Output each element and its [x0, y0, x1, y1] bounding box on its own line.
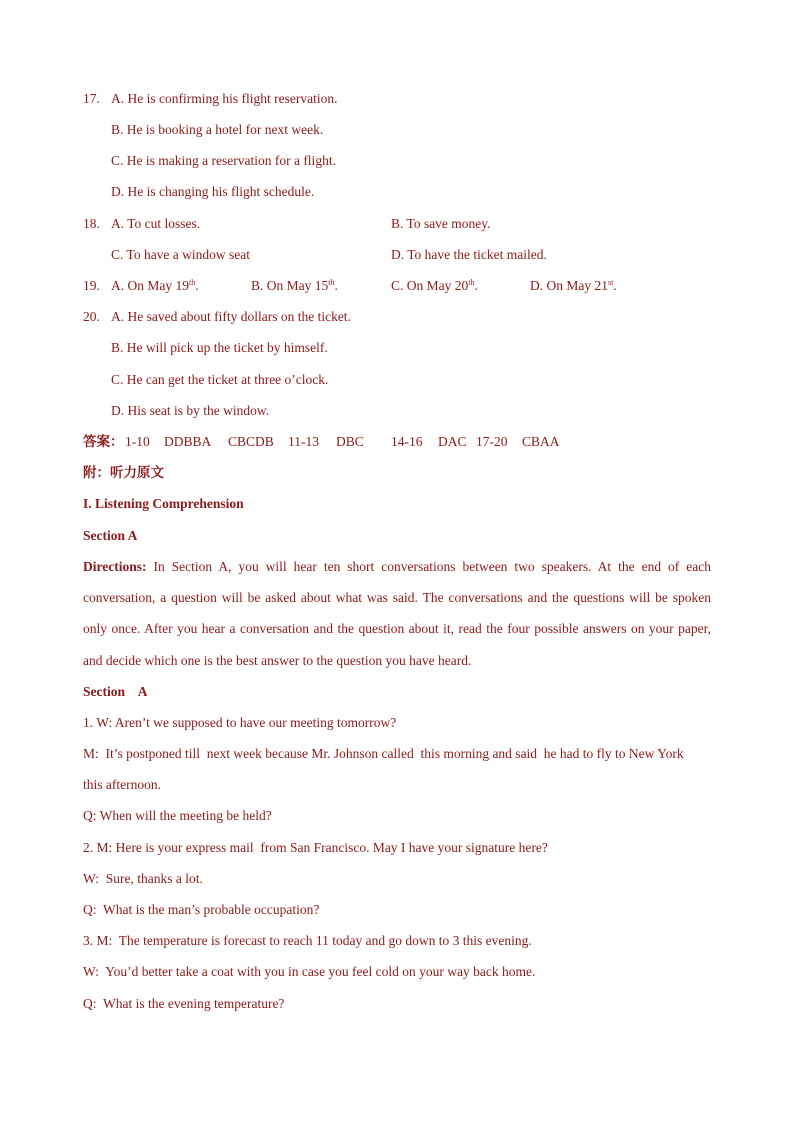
- transcript-line: M: It’s postponed till next week because Mr. Johnson called this morning and said he had to fly to New York: [83, 746, 684, 761]
- option-d: D. On May 21st.: [530, 278, 617, 293]
- option-b: B. On May 15th.: [251, 278, 338, 293]
- transcript-line: 2. M: Here is your express mail from San Francisco. May I have your signature here?: [83, 840, 548, 855]
- option-c: C. To have a window seat: [111, 247, 251, 262]
- answer-range: 1-10: [125, 434, 150, 449]
- directions-text: In Section A, you will hear ten short conversations between two speakers. At the end of each conversation, a question will be asked about what was said. The conversations and the questions will be spoken only once. After you hear a conversation and the question about it, read the four possible answers on your paper, and decide which one is the best answer to the question you have heard.: [83, 559, 711, 668]
- answer-key-label: 答案：: [83, 434, 124, 449]
- transcript-line: Q: What is the evening temperature?: [83, 996, 285, 1011]
- answer-value: DDBBA: [164, 434, 212, 449]
- answer-value: CBCDB: [228, 434, 274, 449]
- directions-paragraph: [83, 551, 711, 676]
- question-number: 20.: [83, 309, 100, 324]
- section-heading: I. Listening Comprehension: [83, 496, 244, 511]
- option-c: C. On May 20th.: [391, 278, 478, 293]
- subsection-heading-2: Section A: [83, 684, 148, 699]
- option-b: B. To save money.: [391, 216, 491, 231]
- option-a: A. He saved about fifty dollars on the ticket.: [111, 309, 351, 324]
- directions-label: Directions:: [83, 559, 147, 574]
- answer-value: DAC: [438, 434, 467, 449]
- answer-value: DBC: [336, 434, 364, 449]
- option-c: C. He can get the ticket at three o’clock.: [111, 372, 329, 387]
- question-number: 19.: [83, 278, 100, 293]
- appendix-title: 附：听力原文: [83, 465, 164, 480]
- option-c: C. He is making a reservation for a flight.: [111, 153, 336, 168]
- option-a: A. On May 19th.: [111, 278, 199, 293]
- question-number: 17.: [83, 91, 100, 106]
- transcript-line: Q: What is the man’s probable occupation?: [83, 902, 320, 917]
- transcript-line: 3. M: The temperature is forecast to reach 11 today and go down to 3 this evening.: [83, 933, 532, 948]
- transcript-line: W: You’d better take a coat with you in case you feel cold on your way back home.: [83, 964, 536, 979]
- option-a: A. He is confirming his flight reservation.: [111, 91, 338, 106]
- answer-range: 17-20: [476, 434, 508, 449]
- option-d: D. To have the ticket mailed.: [391, 247, 547, 262]
- option-a: A. To cut losses.: [111, 216, 201, 231]
- subsection-heading: Section A: [83, 528, 138, 543]
- answer-range: 11-13: [288, 434, 319, 449]
- transcript-line: W: Sure, thanks a lot.: [83, 871, 203, 886]
- answer-range: 14-16: [391, 434, 423, 449]
- transcript-line: 1. W: Aren’t we supposed to have our meeting tomorrow?: [83, 715, 397, 730]
- option-d: D. His seat is by the window.: [111, 403, 270, 418]
- option-d: D. He is changing his flight schedule.: [111, 184, 315, 199]
- transcript-line: Q: When will the meeting be held?: [83, 808, 272, 823]
- transcript-line: this afternoon.: [83, 777, 161, 792]
- question-number: 18.: [83, 216, 100, 231]
- answer-value: CBAA: [522, 434, 560, 449]
- option-b: B. He will pick up the ticket by himself.: [111, 340, 328, 355]
- option-b: B. He is booking a hotel for next week.: [111, 122, 324, 137]
